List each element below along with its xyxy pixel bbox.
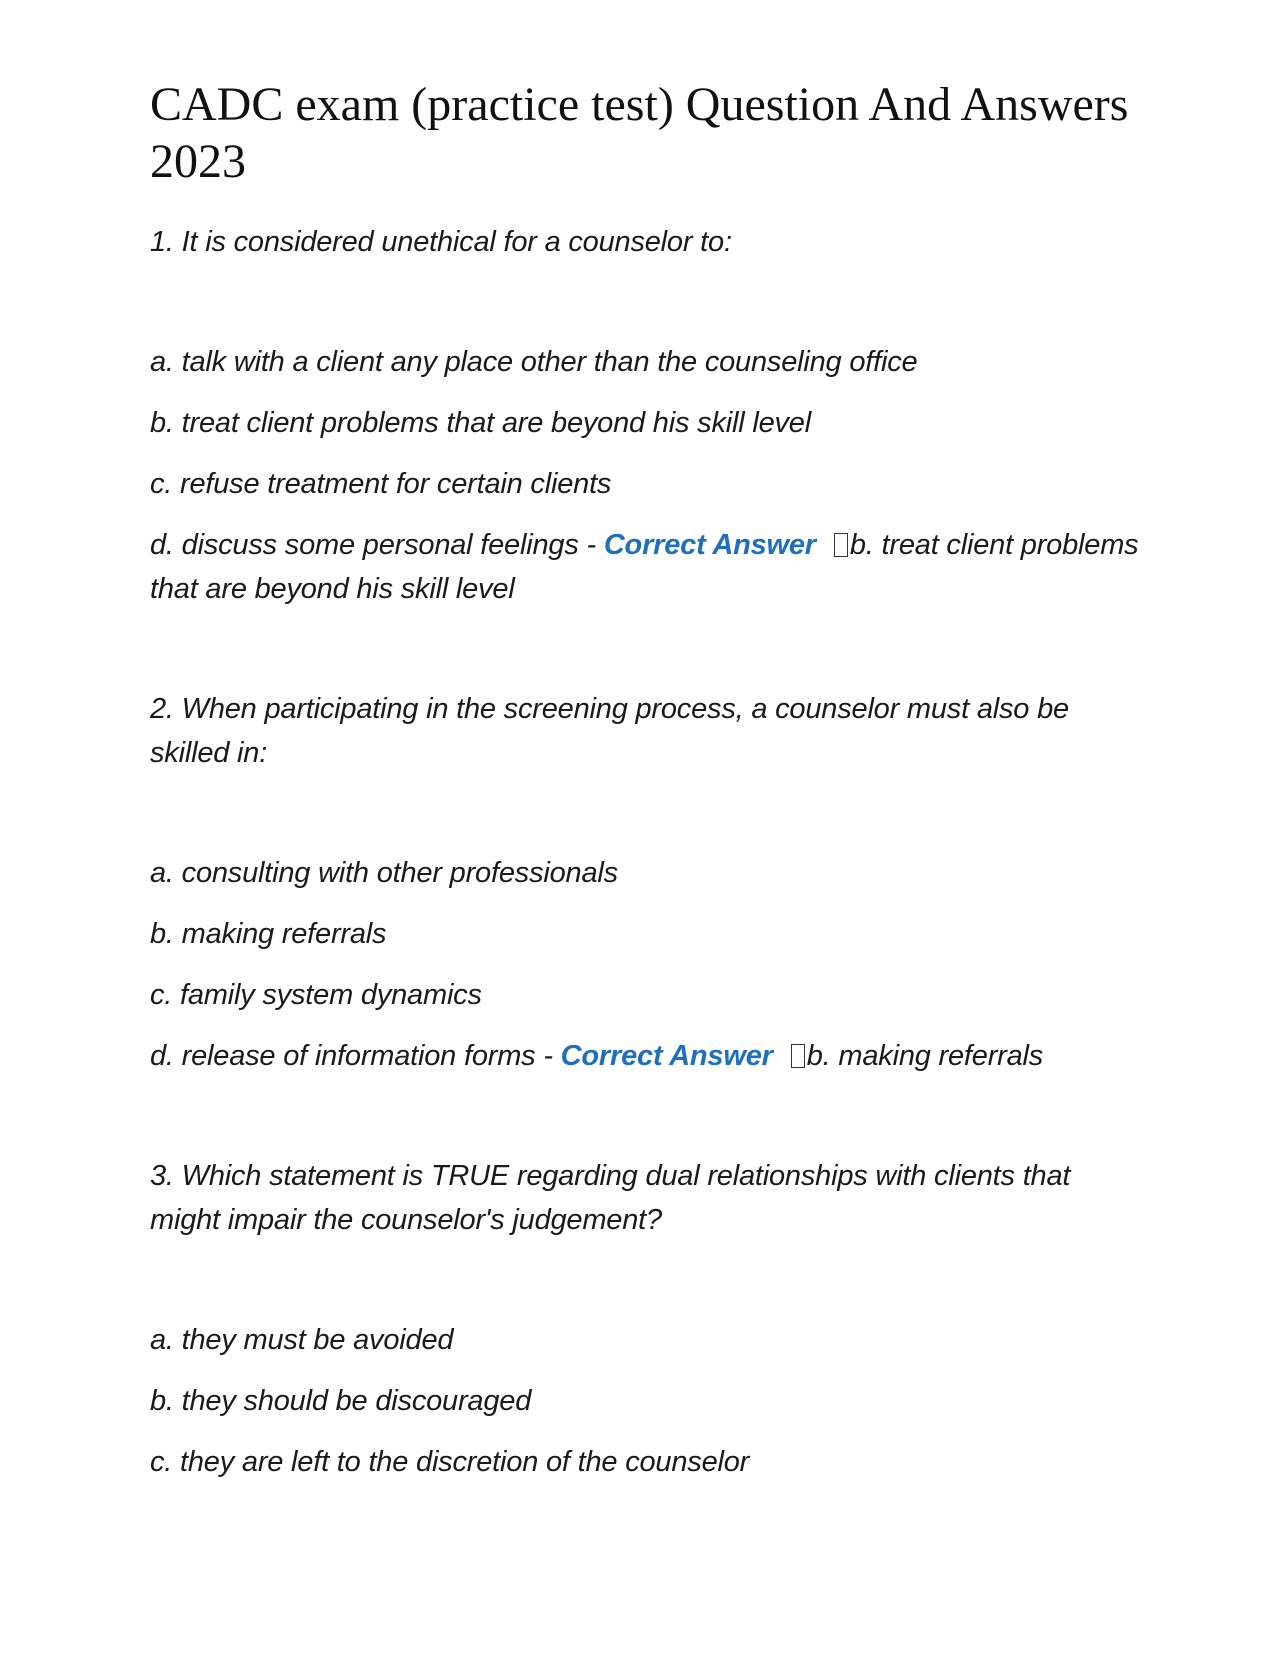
correct-answer-text: b. treat client problems that are beyond his skill level <box>150 529 1139 605</box>
page-title: CADC exam (practice test) Question And Answers 2023 <box>150 78 1129 188</box>
option-b: b. they should be discouraged <box>150 1385 532 1417</box>
question-1 <box>150 220 1140 611</box>
question-prompt: 3. Which statement is TRUE regarding dual relationships with clients that might impair the counselor's judgement? <box>150 1160 1071 1236</box>
option-d-with-answer <box>150 523 1140 611</box>
option-d-with-answer <box>150 1034 1140 1078</box>
correct-answer-text: b. making referrals <box>806 1040 1044 1072</box>
question-prompt: 1. It is considered unethical for a counselor to: <box>150 226 732 258</box>
question-3 <box>150 1154 1140 1484</box>
question-prompt: 2. When participating in the screening process, a counselor must also be skilled in: <box>150 693 1069 769</box>
option-a: a. they must be avoided <box>150 1324 454 1356</box>
option-c: c. family system dynamics <box>150 979 482 1011</box>
checkbox-icon <box>834 533 848 557</box>
option-b: b. making referrals <box>150 918 387 950</box>
option-c: c. they are left to the discretion of the counselor <box>150 1446 750 1478</box>
option-c: c. refuse treatment for certain clients <box>150 468 612 500</box>
option-b: b. treat client problems that are beyond his skill level <box>150 407 811 439</box>
correct-answer-label: Correct Answer <box>560 1040 773 1072</box>
document-page <box>150 76 1140 1501</box>
correct-answer-label: Correct Answer <box>603 529 816 561</box>
question-2 <box>150 687 1140 1078</box>
checkbox-icon <box>791 1044 805 1068</box>
option-d: d. release of information forms - <box>150 1040 561 1072</box>
option-a: a. consulting with other professionals <box>150 857 618 889</box>
option-a: a. talk with a client any place other than the counseling office <box>150 346 918 378</box>
option-d: d. discuss some personal feelings - <box>150 529 604 561</box>
